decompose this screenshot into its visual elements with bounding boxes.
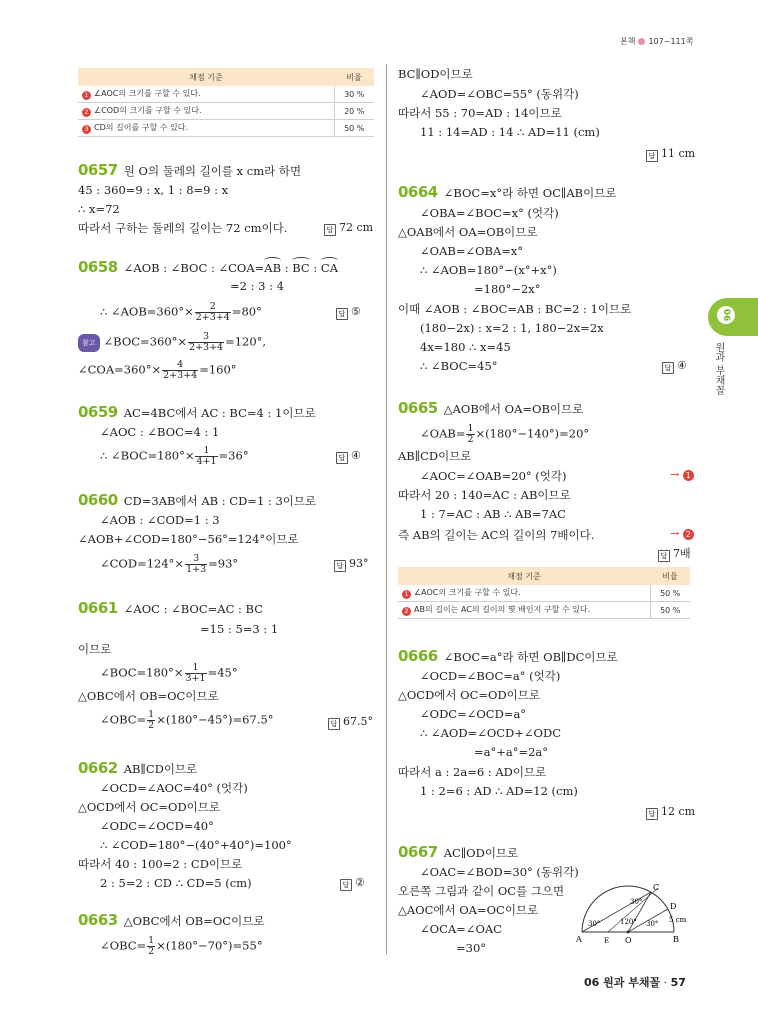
problem-number: 0664 xyxy=(398,183,438,201)
solution-line: 이때 ∠AOB : ∠BOC=AB : BC=2 : 1이므로 xyxy=(398,302,632,316)
solution-text: CD=3AB에서 AB : CD=1 : 3이므로 xyxy=(123,494,317,508)
solution-line: 따라서 a : 2a=6 : AD이므로 xyxy=(398,765,547,779)
label-d: D xyxy=(670,902,677,911)
solution-line: =2 : 3 : 4 xyxy=(230,279,284,293)
numerator: 3 xyxy=(185,554,207,565)
problem-0665 xyxy=(398,400,583,417)
note-line xyxy=(78,332,266,353)
solution-line: ∠OCA=∠OAC xyxy=(420,922,502,936)
solution-text: =36° xyxy=(218,448,249,463)
table-row xyxy=(78,103,374,120)
solution-line: ∠AOB : ∠COD=1 : 3 xyxy=(100,513,220,527)
problem-0664 xyxy=(398,184,616,201)
marker-icon: 2 xyxy=(402,607,411,616)
solution-text: ∴ ∠BOC=180°× xyxy=(100,448,195,463)
answer-icon: 답 xyxy=(334,560,346,572)
arc-label: AB xyxy=(264,261,282,275)
solution-line: (180−2x) : x=2 : 1, 180−2x=2x xyxy=(420,321,604,335)
page-header xyxy=(620,36,693,47)
scoring-table xyxy=(398,567,690,619)
solution-text: =45° xyxy=(207,665,238,680)
solution-text: AB∥CD이므로 xyxy=(123,762,198,776)
problem-number: 0667 xyxy=(398,843,438,861)
solution-text: ∠BOC=a°라 하면 OB∥DC이므로 xyxy=(443,650,618,664)
solution-line: △OCD에서 OC=OD이므로 xyxy=(78,800,221,814)
solution-line: ∠OCD=∠AOC=40° (엇각) xyxy=(100,781,248,795)
solution-text: AC∥OD이므로 xyxy=(443,846,519,860)
answer xyxy=(328,714,373,730)
arc-label: BC xyxy=(292,261,310,275)
dot-icon xyxy=(638,38,645,45)
column-divider xyxy=(386,64,387,954)
solution-line xyxy=(100,710,274,731)
denominator: 2 xyxy=(148,720,155,731)
answer xyxy=(340,875,365,891)
center-point xyxy=(627,931,630,934)
numerator: 1 xyxy=(195,446,217,457)
numerator: 1 xyxy=(148,935,155,946)
chapter-title: 원과 부채꼴 xyxy=(713,342,724,396)
solution-line: ∠OAB=∠OBA=x° xyxy=(420,244,524,258)
solution-text: ∠OAB= xyxy=(420,426,466,441)
solution-text: ∠BOC=360°× xyxy=(103,334,188,349)
answer-value: ④ xyxy=(351,449,361,462)
solution-line xyxy=(100,302,262,323)
table-row xyxy=(398,602,690,619)
score-marker: → 1 xyxy=(670,468,694,481)
solution-line: 4x=180 ∴ x=45 xyxy=(420,340,511,354)
solution-text: ∠OBC= xyxy=(100,712,147,727)
answer-icon: 답 xyxy=(662,362,674,374)
fraction xyxy=(185,554,207,575)
answer-value: 72 cm xyxy=(339,221,374,234)
solution-text: ×(180°−140°)=20° xyxy=(475,426,590,441)
denominator: 2 xyxy=(467,434,474,445)
fraction xyxy=(185,663,207,684)
solution-line: △OBC에서 OB=OC이므로 xyxy=(78,689,219,703)
solution-line: 원 O의 둘레의 길이를 x cm라 하면 xyxy=(123,164,302,178)
problem-0667 xyxy=(398,844,518,861)
answer-icon: 답 xyxy=(658,550,670,562)
criteria-text: AB의 길이는 AC의 길이의 몇 배인지 구할 수 있다. xyxy=(414,605,591,614)
table-header-criteria: 채점 기준 xyxy=(78,68,334,86)
answer-value: 67.5° xyxy=(343,715,373,728)
fraction xyxy=(466,424,474,445)
answer xyxy=(646,146,695,162)
solution-line: ∠ODC=∠OCD=a° xyxy=(420,707,527,721)
solution-line: ∴ ∠AOD=∠OCD+∠ODC xyxy=(420,726,561,740)
note-line xyxy=(78,360,237,381)
solution-line: △OAB에서 OA=OB이므로 xyxy=(398,225,538,239)
answer-icon: 답 xyxy=(328,718,340,730)
fraction xyxy=(162,360,198,381)
solution-line: ∴ x=72 xyxy=(78,202,120,216)
solution-text: ∴ ∠AOB=360°× xyxy=(100,304,194,319)
answer xyxy=(646,804,695,820)
ratio-value: 20 % xyxy=(334,103,374,120)
solution-line: ∠ODC=∠OCD=40° xyxy=(100,819,214,833)
marker-icon: 2 xyxy=(683,529,694,540)
ratio-value: 50 % xyxy=(650,602,690,619)
marker-icon: 1 xyxy=(402,590,411,599)
answer-value: ④ xyxy=(677,359,687,372)
answer xyxy=(336,448,361,464)
solution-text: ∠BOC=180°× xyxy=(100,665,184,680)
numerator: 2 xyxy=(195,302,231,313)
denominator: 2+3+4 xyxy=(189,342,224,353)
solution-line: 1 : 7=AC : AB ∴ AB=7AC xyxy=(420,507,566,521)
answer-value: 93° xyxy=(349,557,369,570)
fraction xyxy=(147,710,155,731)
solution-line: 11 : 14=AD : 14 ∴ AD=11 (cm) xyxy=(420,125,600,139)
marker-icon: 1 xyxy=(82,91,91,100)
answer-icon: 답 xyxy=(324,224,336,236)
solution-line: 1 : 2=6 : AD ∴ AD=12 (cm) xyxy=(420,784,578,798)
scoring-table xyxy=(78,68,374,137)
solution-line: =15 : 5=3 : 1 xyxy=(200,622,279,636)
problem-number: 0658 xyxy=(78,258,118,276)
solution-text: △AOB에서 OA=OB이므로 xyxy=(443,402,584,416)
page-number: 57 xyxy=(670,976,686,989)
table-row xyxy=(78,86,374,103)
solution-line: =30° xyxy=(456,941,487,955)
answer xyxy=(336,304,361,320)
solution-line: 2 : 5=2 : CD ∴ CD=5 (cm) xyxy=(100,876,252,890)
solution-text: ×(180°−70°)=55° xyxy=(156,938,263,953)
header-pages: 107~111쪽 xyxy=(648,37,694,46)
answer-value: ② xyxy=(355,876,365,889)
angle-label: 120° xyxy=(620,918,637,926)
solution-text: =120°, xyxy=(225,334,267,349)
solution-line: 따라서 20 : 140=AC : AB이므로 xyxy=(398,488,571,502)
problem-number: 0661 xyxy=(78,599,118,617)
angle-label: 30° xyxy=(646,920,659,928)
length-label: 5 cm xyxy=(669,916,687,924)
solution-text: ∠COA=360°× xyxy=(78,362,162,377)
solution-line: ∠AOC : ∠BOC=4 : 1 xyxy=(100,425,220,439)
label-o: O xyxy=(625,936,632,944)
answer-icon: 답 xyxy=(340,879,352,891)
footer-chapter: 06 원과 부채꼴 xyxy=(584,976,661,989)
answer xyxy=(334,556,369,572)
problem-0660 xyxy=(78,492,316,509)
solution-line: 따라서 구하는 둘레의 길이는 72 cm이다. xyxy=(78,221,288,235)
problem-number: 0659 xyxy=(78,403,118,421)
chapter-tab[interactable] xyxy=(708,298,758,336)
problem-number: 0663 xyxy=(78,911,118,929)
solution-line: 이므로 xyxy=(78,642,112,656)
answer-icon: 답 xyxy=(646,808,658,820)
denominator: 2 xyxy=(148,946,155,957)
table-header-criteria: 채점 기준 xyxy=(398,567,650,585)
fraction xyxy=(195,302,231,323)
header-book: 본책 xyxy=(620,37,636,46)
solution-line: ∠OBA=∠BOC=x° (엇각) xyxy=(420,206,559,220)
numerator: 4 xyxy=(162,360,198,371)
answer xyxy=(324,220,373,236)
semicircle-diagram xyxy=(576,880,688,944)
angle-label: 30° xyxy=(630,898,643,906)
label-a: A xyxy=(576,935,582,944)
angle-label: 30° xyxy=(588,920,601,928)
solution-line: ∴ ∠BOC=45° xyxy=(420,359,498,373)
ratio-value: 50 % xyxy=(334,120,374,137)
solution-text: =160° xyxy=(199,362,237,377)
answer-icon: 답 xyxy=(336,452,348,464)
answer-icon: 답 xyxy=(336,308,348,320)
problem-number: 0657 xyxy=(78,161,118,179)
numerator: 3 xyxy=(188,332,224,343)
problem-0658: 0658 ∠AOB : ∠BOC : ∠COA=AB : BC : CA xyxy=(78,258,338,276)
solution-line: BC∥OD이므로 xyxy=(398,67,473,81)
solution-line xyxy=(100,936,263,957)
label-b: B xyxy=(673,935,679,944)
fraction xyxy=(195,446,217,467)
answer-value: 12 cm xyxy=(661,805,696,818)
fraction xyxy=(188,332,224,353)
answer-icon: 답 xyxy=(646,150,658,162)
marker-icon: 1 xyxy=(683,470,694,481)
solution-line: 즉 AB의 길이는 AC의 길이의 7배이다. xyxy=(398,528,595,542)
problem-0661 xyxy=(78,600,263,617)
arc-label: CA xyxy=(320,261,338,275)
solution-text: ∠AOC : ∠BOC=AC : BC xyxy=(123,602,264,616)
solution-text: ∠OBC= xyxy=(100,938,147,953)
problem-0659 xyxy=(78,404,316,421)
solution-line: ∠OCD=∠BOC=a° (엇각) xyxy=(420,669,561,683)
ratio-value: 50 % xyxy=(650,585,690,602)
criteria-text: ∠COD의 크기를 구할 수 있다. xyxy=(94,106,202,115)
answer-value: 7배 xyxy=(673,547,691,560)
solution-line: =180°−2x° xyxy=(474,282,541,296)
ratio-value: 30 % xyxy=(334,86,374,103)
solution-text: AC=4BC에서 AC : BC=4 : 1이므로 xyxy=(123,406,316,420)
solution-line: AB∥CD이므로 xyxy=(398,449,472,463)
solution-line: ∠AOC=∠OAB=20° (엇각) xyxy=(420,469,567,483)
answer xyxy=(662,358,687,374)
solution-line: ∠OAC=∠BOD=30° (동위각) xyxy=(420,865,579,879)
solution-text: =80° xyxy=(231,304,262,319)
solution-line: 오른쪽 그림과 같이 OC를 그으면 xyxy=(398,884,565,898)
solution-line: 따라서 55 : 70=AD : 14이므로 xyxy=(398,106,562,120)
problem-number: 0666 xyxy=(398,647,438,665)
solution-line xyxy=(420,424,589,445)
numerator: 1 xyxy=(148,709,155,720)
solution-line: 따라서 40 : 100=2 : CD이므로 xyxy=(78,857,243,871)
solution-line: ∴ ∠COD=180°−(40°+40°)=100° xyxy=(100,838,292,852)
table-header-ratio: 비율 xyxy=(334,68,374,86)
denominator: 3+1 xyxy=(185,673,206,684)
solution-line: ∴ ∠AOB=180°−(x°+x°) xyxy=(420,263,557,277)
solution-line: △AOC에서 OA=OC이므로 xyxy=(398,903,539,917)
criteria-text: CD의 길이를 구할 수 있다. xyxy=(94,123,189,132)
problem-0662 xyxy=(78,760,197,777)
fraction xyxy=(147,936,155,957)
solution-line: △OCD에서 OC=OD이므로 xyxy=(398,688,541,702)
problem-0657 xyxy=(78,162,301,179)
score-marker: → 2 xyxy=(670,527,694,540)
solution-text: ∠BOC=x°라 하면 OC∥AB이므로 xyxy=(443,186,617,200)
solution-line: =a°+a°=2a° xyxy=(474,745,549,759)
criteria-text: ∠AOC의 크기를 구할 수 있다. xyxy=(414,588,521,597)
denominator: 1+3 xyxy=(186,564,207,575)
answer-value: ⑤ xyxy=(351,305,361,318)
solution-line: ∠AOB+∠COD=180°−56°=124°이므로 xyxy=(78,532,299,546)
numerator: 1 xyxy=(185,663,207,674)
problem-0666 xyxy=(398,648,618,665)
note-badge: 참고 xyxy=(78,334,100,352)
answer-value: 11 cm xyxy=(661,147,696,160)
problem-number: 0660 xyxy=(78,491,118,509)
marker-icon: 2 xyxy=(82,108,91,117)
denominator: 2+3+4 xyxy=(195,312,230,323)
answer xyxy=(658,546,691,562)
table-header-ratio: 비율 xyxy=(650,567,690,585)
numerator: 1 xyxy=(467,423,474,434)
solution-line xyxy=(100,446,249,467)
chapter-number: 06 xyxy=(717,306,735,324)
marker-icon: 3 xyxy=(82,125,91,134)
solution-text: =93° xyxy=(208,556,239,571)
solution-line xyxy=(100,663,238,684)
page-footer: 06 원과 부채꼴 · 57 xyxy=(584,976,686,989)
problem-0663 xyxy=(78,912,264,929)
label-e: E xyxy=(604,937,610,944)
solution-text: ∠COD=124°× xyxy=(100,556,185,571)
label-c: C xyxy=(653,883,660,892)
denominator: 2+3+4 xyxy=(163,370,198,381)
solution-line xyxy=(100,554,238,575)
table-row xyxy=(398,585,690,602)
table-row xyxy=(78,120,374,137)
criteria-text: ∠AOC의 크기를 구할 수 있다. xyxy=(94,89,201,98)
solution-line: 45 : 360=9 : x, 1 : 8=9 : x xyxy=(78,183,229,197)
solution-text: △OBC에서 OB=OC이므로 xyxy=(123,914,265,928)
problem-number: 0662 xyxy=(78,759,118,777)
solution-line: ∠AOD=∠OBC=55° (동위각) xyxy=(420,87,579,101)
problem-number: 0665 xyxy=(398,399,438,417)
solution-text: ×(180°−45°)=67.5° xyxy=(156,712,274,727)
denominator: 4+1 xyxy=(196,456,217,467)
solution-text: ∠AOB : ∠BOC : ∠COA= xyxy=(123,261,265,275)
